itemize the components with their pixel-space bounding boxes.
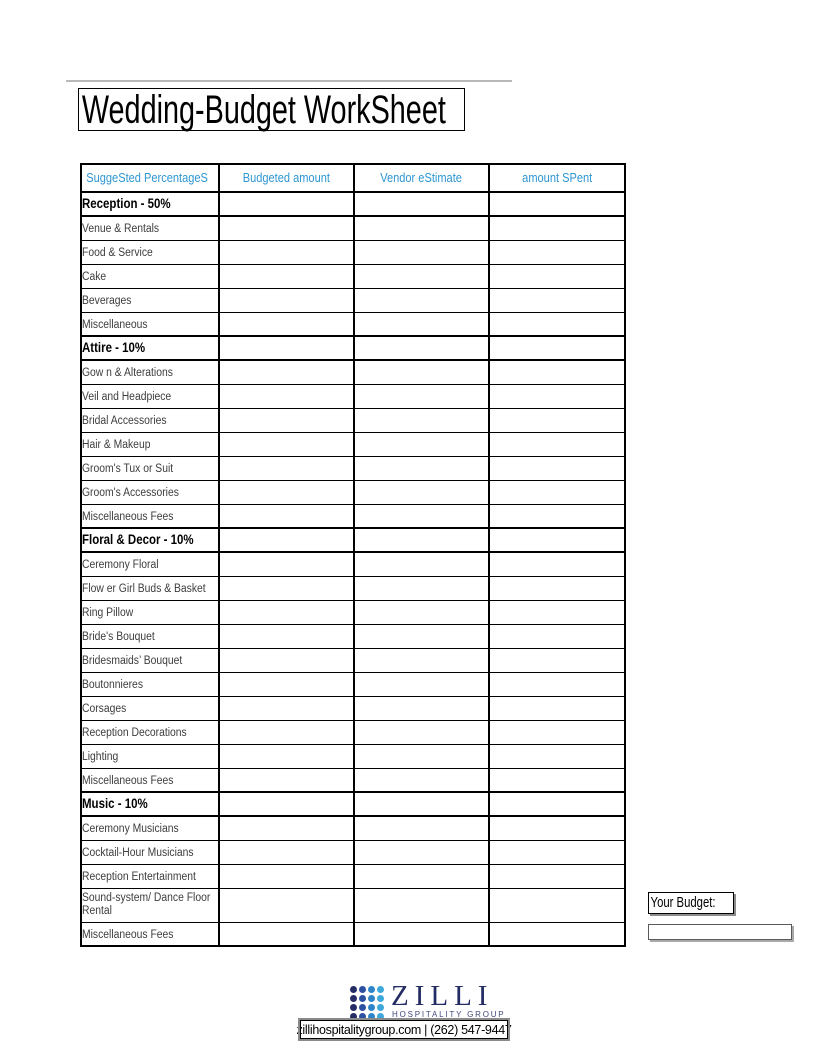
- vendor-estimate-cell: [354, 216, 489, 240]
- item-label: Cake: [82, 271, 107, 283]
- logo-dot: [359, 986, 366, 993]
- budgeted-amount-cell: [219, 864, 354, 888]
- vendor-estimate-cell: [354, 312, 489, 336]
- budgeted-amount-cell: [219, 792, 354, 816]
- contact-text: zillihospitalitygroup.com | (262) 547-9447: [296, 1022, 512, 1037]
- item-label: Groom's Accessories: [82, 487, 179, 499]
- item-label: Flow er Girl Buds & Basket: [82, 583, 206, 595]
- item-label: Reception Entertainment: [82, 871, 196, 883]
- amount-spent-cell: [489, 624, 625, 648]
- logo-dot: [359, 1013, 366, 1020]
- budgeted-amount-cell: [219, 528, 354, 552]
- budgeted-amount-cell: [219, 552, 354, 576]
- item-row: [81, 600, 625, 624]
- vendor-estimate-cell: [354, 456, 489, 480]
- amount-spent-cell: [489, 408, 625, 432]
- item-label: Hair & Makeup: [82, 439, 151, 451]
- title-top-rule: [66, 80, 512, 82]
- vendor-estimate-cell: [354, 576, 489, 600]
- row-label-cell: [81, 552, 219, 576]
- budget-table-body: [81, 192, 625, 946]
- budgeted-amount-cell: [219, 384, 354, 408]
- vendor-estimate-cell: [354, 408, 489, 432]
- budgeted-amount-cell: [219, 264, 354, 288]
- budgeted-amount-cell: [219, 768, 354, 792]
- item-row: [81, 744, 625, 768]
- item-row: [81, 432, 625, 456]
- budgeted-amount-cell: [219, 922, 354, 946]
- section-row: [81, 792, 625, 816]
- budgeted-amount-cell: [219, 216, 354, 240]
- budgeted-amount-cell: [219, 240, 354, 264]
- your-budget-input: [648, 924, 792, 940]
- section-row: [81, 336, 625, 360]
- item-label: Veil and Headpiece: [82, 391, 172, 403]
- budgeted-amount-cell: [219, 888, 354, 922]
- vendor-estimate-cell: [354, 768, 489, 792]
- row-label-cell: [81, 480, 219, 504]
- vendor-estimate-cell: [354, 504, 489, 528]
- section-label: Music - 10%: [82, 796, 148, 811]
- item-row: [81, 504, 625, 528]
- brand-tagline: HOSPITALITY GROUP: [392, 1010, 506, 1019]
- vendor-estimate-cell: [354, 744, 489, 768]
- vendor-estimate-cell: [354, 360, 489, 384]
- vendor-estimate-cell: [354, 264, 489, 288]
- amount-spent-cell: [489, 600, 625, 624]
- item-row: [81, 240, 625, 264]
- row-label-cell: [81, 336, 219, 360]
- row-label-cell: [81, 672, 219, 696]
- logo-dot: [359, 1004, 366, 1011]
- item-row: [81, 216, 625, 240]
- logo-dot: [368, 1013, 375, 1020]
- vendor-estimate-cell: [354, 600, 489, 624]
- logo-dot: [377, 995, 384, 1002]
- vendor-estimate-cell: [354, 432, 489, 456]
- row-label-cell: [81, 648, 219, 672]
- zilli-logo-dots-icon: [350, 986, 384, 1020]
- row-label-cell: [81, 528, 219, 552]
- vendor-estimate-cell: [354, 336, 489, 360]
- logo-dot: [377, 1013, 384, 1020]
- logo-dot: [368, 995, 375, 1002]
- row-label-cell: [81, 768, 219, 792]
- budgeted-amount-cell: [219, 288, 354, 312]
- your-budget-label: Your Budget:: [650, 895, 716, 911]
- item-row: [81, 696, 625, 720]
- vendor-estimate-cell: [354, 648, 489, 672]
- row-label-cell: [81, 312, 219, 336]
- amount-spent-cell: [489, 384, 625, 408]
- amount-spent-cell: [489, 528, 625, 552]
- budgeted-amount-cell: [219, 720, 354, 744]
- row-label-cell: [81, 840, 219, 864]
- amount-spent-cell: [489, 672, 625, 696]
- budgeted-amount-cell: [219, 576, 354, 600]
- row-label-cell: [81, 720, 219, 744]
- amount-spent-cell: [489, 696, 625, 720]
- amount-spent-cell: [489, 840, 625, 864]
- item-row: [81, 840, 625, 864]
- item-row: [81, 768, 625, 792]
- vendor-estimate-cell: [354, 840, 489, 864]
- budgeted-amount-cell: [219, 504, 354, 528]
- vendor-estimate-cell: [354, 922, 489, 946]
- item-label: Miscellaneous Fees: [82, 774, 174, 787]
- item-row: [81, 816, 625, 840]
- row-label-cell: [81, 864, 219, 888]
- item-label: Lighting: [82, 751, 119, 763]
- item-row: [81, 408, 625, 432]
- item-row: [81, 264, 625, 288]
- row-label-cell: [81, 360, 219, 384]
- item-label: Bridesmaids’ Bouquet: [82, 655, 183, 667]
- amount-spent-cell: [489, 864, 625, 888]
- amount-spent-cell: [489, 456, 625, 480]
- item-label: Miscellaneous: [82, 318, 148, 331]
- logo-dot: [350, 986, 357, 993]
- row-label-cell: [81, 504, 219, 528]
- row-label-cell: [81, 216, 219, 240]
- item-label: Boutonnieres: [82, 679, 144, 691]
- row-label-cell: [81, 624, 219, 648]
- item-row: [81, 624, 625, 648]
- vendor-estimate-cell: [354, 240, 489, 264]
- header-vendor-estimate: Vendor eStimate: [354, 164, 489, 192]
- logo-dot: [368, 986, 375, 993]
- amount-spent-cell: [489, 922, 625, 946]
- amount-spent-cell: [489, 576, 625, 600]
- vendor-estimate-cell: [354, 888, 489, 922]
- vendor-estimate-cell: [354, 792, 489, 816]
- item-row: [81, 552, 625, 576]
- header-suggested-percentages: SuggeSted PercentageS: [81, 164, 219, 192]
- item-label: Ceremony Musicians: [82, 823, 179, 836]
- your-budget-label-box: [648, 892, 734, 914]
- row-label-cell: [81, 600, 219, 624]
- item-row: [81, 864, 625, 888]
- item-row: [81, 720, 625, 744]
- budgeted-amount-cell: [219, 192, 354, 216]
- vendor-estimate-cell: [354, 816, 489, 840]
- row-label-cell: [81, 384, 219, 408]
- logo-dot: [377, 1004, 384, 1011]
- budgeted-amount-cell: [219, 696, 354, 720]
- vendor-estimate-cell: [354, 552, 489, 576]
- item-row: [81, 480, 625, 504]
- amount-spent-cell: [489, 744, 625, 768]
- item-label: Food & Service: [82, 247, 153, 259]
- vendor-estimate-cell: [354, 384, 489, 408]
- table-header-row: [81, 164, 625, 192]
- logo-dot: [350, 1004, 357, 1011]
- amount-spent-cell: [489, 192, 625, 216]
- amount-spent-cell: [489, 312, 625, 336]
- amount-spent-cell: [489, 720, 625, 744]
- item-row: [81, 360, 625, 384]
- budgeted-amount-cell: [219, 408, 354, 432]
- amount-spent-cell: [489, 360, 625, 384]
- item-label: Ceremony Floral: [82, 559, 159, 572]
- section-label: Floral & Decor - 10%: [82, 532, 194, 547]
- section-row: [81, 192, 625, 216]
- logo-dot: [377, 986, 384, 993]
- amount-spent-cell: [489, 648, 625, 672]
- item-row: [81, 576, 625, 600]
- item-row: [81, 888, 625, 922]
- budgeted-amount-cell: [219, 672, 354, 696]
- row-label-cell: [81, 456, 219, 480]
- amount-spent-cell: [489, 768, 625, 792]
- amount-spent-cell: [489, 792, 625, 816]
- row-label-cell: [81, 792, 219, 816]
- amount-spent-cell: [489, 552, 625, 576]
- item-label: Beverages: [82, 295, 132, 307]
- budgeted-amount-cell: [219, 600, 354, 624]
- row-label-cell: [81, 192, 219, 216]
- row-label-cell: [81, 240, 219, 264]
- budgeted-amount-cell: [219, 360, 354, 384]
- budgeted-amount-cell: [219, 432, 354, 456]
- item-label: Venue & Rentals: [82, 223, 160, 236]
- budgeted-amount-cell: [219, 840, 354, 864]
- vendor-estimate-cell: [354, 696, 489, 720]
- item-row: [81, 672, 625, 696]
- budget-table: [80, 163, 626, 947]
- amount-spent-cell: [489, 336, 625, 360]
- vendor-estimate-cell: [354, 624, 489, 648]
- vendor-estimate-cell: [354, 864, 489, 888]
- amount-spent-cell: [489, 816, 625, 840]
- budgeted-amount-cell: [219, 480, 354, 504]
- item-row: [81, 312, 625, 336]
- logo-dot: [368, 1004, 375, 1011]
- item-label: Corsages: [82, 703, 127, 715]
- item-row: [81, 384, 625, 408]
- vendor-estimate-cell: [354, 288, 489, 312]
- amount-spent-cell: [489, 264, 625, 288]
- budgeted-amount-cell: [219, 312, 354, 336]
- amount-spent-cell: [489, 504, 625, 528]
- item-row: [81, 648, 625, 672]
- row-label-cell: [81, 288, 219, 312]
- row-label-cell: [81, 408, 219, 432]
- item-row: [81, 922, 625, 946]
- vendor-estimate-cell: [354, 672, 489, 696]
- vendor-estimate-cell: [354, 528, 489, 552]
- section-label: Attire - 10%: [82, 340, 146, 355]
- header-budgeted-amount: Budgeted amount: [219, 164, 354, 192]
- item-label: Gow n & Alterations: [82, 367, 173, 380]
- section-label: Reception - 50%: [82, 196, 171, 211]
- item-label: Bridal Accessories: [82, 415, 167, 427]
- amount-spent-cell: [489, 480, 625, 504]
- budgeted-amount-cell: [219, 648, 354, 672]
- header-amount-spent: amount SPent: [489, 164, 625, 192]
- budgeted-amount-cell: [219, 816, 354, 840]
- item-label: Sound-system/ Dance Floor Rental: [82, 891, 211, 917]
- amount-spent-cell: [489, 216, 625, 240]
- item-label: Ring Pillow: [82, 607, 134, 619]
- logo-dot: [350, 995, 357, 1002]
- vendor-estimate-cell: [354, 720, 489, 744]
- row-label-cell: [81, 432, 219, 456]
- budgeted-amount-cell: [219, 744, 354, 768]
- row-label-cell: [81, 264, 219, 288]
- logo-dot: [359, 995, 366, 1002]
- item-row: [81, 456, 625, 480]
- amount-spent-cell: [489, 432, 625, 456]
- item-label: Miscellaneous Fees: [82, 510, 174, 523]
- row-label-cell: [81, 888, 219, 922]
- vendor-estimate-cell: [354, 480, 489, 504]
- amount-spent-cell: [489, 888, 625, 922]
- item-label: Bride's Bouquet: [82, 631, 155, 643]
- brand-name: ZILLI: [391, 980, 494, 1012]
- amount-spent-cell: [489, 240, 625, 264]
- budgeted-amount-cell: [219, 336, 354, 360]
- row-label-cell: [81, 922, 219, 946]
- budgeted-amount-cell: [219, 624, 354, 648]
- budgeted-amount-cell: [219, 456, 354, 480]
- row-label-cell: [81, 576, 219, 600]
- contact-box: [296, 1020, 512, 1039]
- item-label: Reception Decorations: [82, 727, 187, 739]
- row-label-cell: [81, 696, 219, 720]
- item-label: Cocktail-Hour Musicians: [82, 847, 194, 859]
- row-label-cell: [81, 744, 219, 768]
- item-row: [81, 288, 625, 312]
- page-title: Wedding-Budget WorkSheet: [81, 87, 446, 132]
- vendor-estimate-cell: [354, 192, 489, 216]
- title-box: [78, 88, 465, 131]
- amount-spent-cell: [489, 288, 625, 312]
- item-label: Miscellaneous Fees: [82, 928, 174, 941]
- section-row: [81, 528, 625, 552]
- row-label-cell: [81, 816, 219, 840]
- logo-dot: [350, 1013, 357, 1020]
- item-label: Groom's Tux or Suit: [82, 463, 174, 475]
